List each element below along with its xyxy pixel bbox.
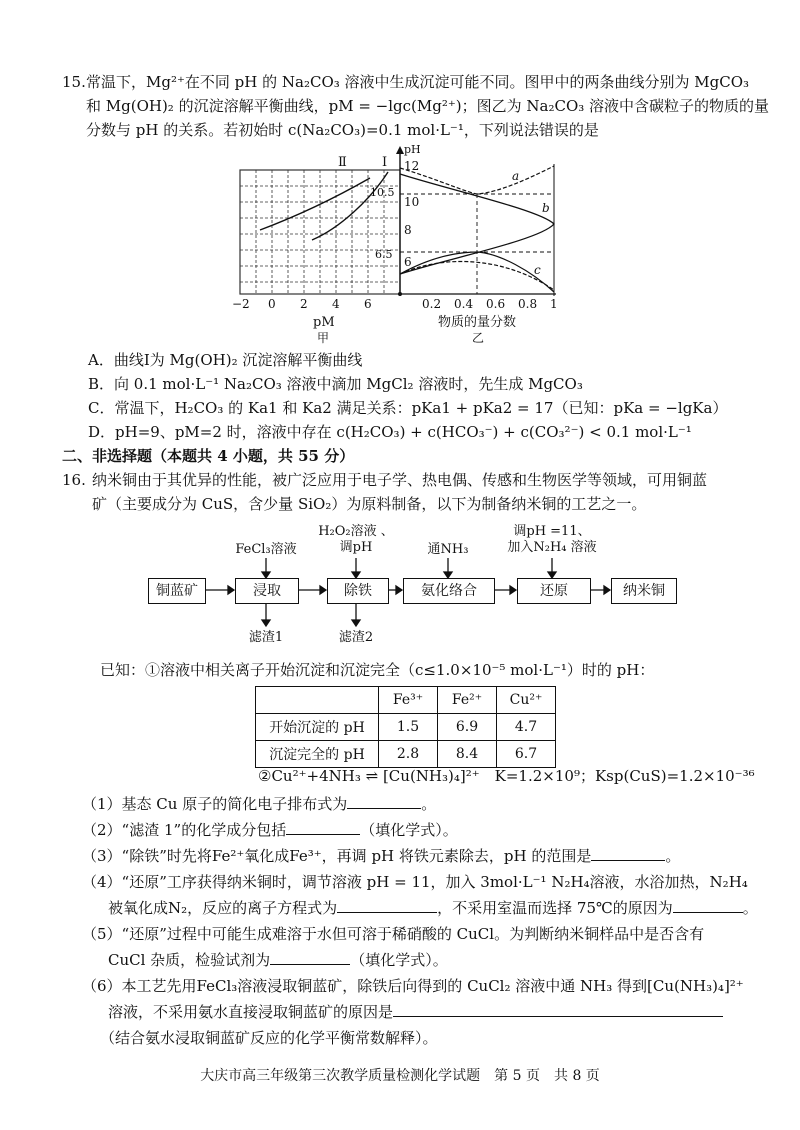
flow-input-fecl3: FeCl₃溶液 [235, 542, 297, 557]
y-axis-label: pH [404, 143, 421, 156]
answer-blank-3[interactable] [591, 846, 665, 861]
q16-stem-line2: 矿（主要成分为 CuS，含少量 SiO₂）为原料制备，以下为制备纳米铜的工艺之一。 [92, 495, 647, 513]
q16-sub4-line1: （4）“还原”工序获得纳米铜时，调节溶液 pH = 11，加入 3mol·L⁻¹ N₂H₄溶液，水浴加热，N₂H₄ [82, 873, 748, 891]
table-cell: 8.4 [438, 741, 497, 768]
q15-stem-line1: 常温下，Mg²⁺在不同 pH 的 Na₂CO₃ 溶液中生成沉淀可能不同。图甲中的两条曲线分别为 MgCO₃ [86, 73, 750, 91]
table-row [256, 687, 556, 714]
curve-I [312, 172, 388, 240]
q15-figure [220, 140, 580, 345]
q16-sub3-text: （3）“除铁”时先将Fe²⁺氧化成Fe³⁺，再调 pH 将铁元素除去，pH 的范围是 [82, 847, 592, 865]
mark-6-5: 6.5 [375, 248, 393, 261]
q16-sub5-text: CuCl 杂质，检验试剂为 [108, 951, 271, 969]
table-cell: 4.7 [497, 714, 556, 741]
q16-sub6-line2 [108, 1002, 723, 1022]
q16-sub2-text: （2）“滤渣 1”的化学成分包括 [82, 821, 287, 839]
label-curve-I: Ⅰ [382, 155, 388, 170]
q16-number: 16. [62, 471, 86, 489]
ytick-12: 12 [404, 159, 420, 173]
flow-input-nh3: 通NH₃ [427, 542, 469, 557]
q16-sub1-end: 。 [421, 795, 437, 813]
q15-option-d: D．pH=9、pM=2 时，溶液中存在 c(H₂CO₃) + c(HCO₃⁻) + c(CO₃²⁻) < 0.1 mol·L⁻¹ [88, 423, 692, 441]
table-cell: 开始沉淀的 pH [256, 714, 379, 741]
page-footer: 大庆市高三年级第三次教学质量检测化学试题 第 5 页 共 8 页 [200, 1068, 600, 1084]
table-cell: 1.5 [379, 714, 438, 741]
ytick-10: 10 [404, 195, 420, 209]
answer-blank-5[interactable] [270, 950, 350, 965]
answer-blank-4a[interactable] [337, 898, 437, 913]
q16-sub2-end: （填化学式）。 [360, 821, 458, 839]
answer-blank-4b[interactable] [673, 898, 743, 913]
flow-input-ph11: 调pH =11、 [513, 524, 591, 539]
table-cell: 6.7 [497, 741, 556, 768]
ytick-8: 8 [404, 223, 412, 237]
table-cell: 2.8 [379, 741, 438, 768]
answer-blank-2[interactable] [286, 820, 360, 835]
q15-stem-line2: 和 Mg(OH)₂ 的沉淀溶解平衡曲线，pM = −lgc(Mg²⁺)；图乙为 Na₂CO₃ 溶液中含碳粒子的物质的量 [86, 97, 770, 115]
x-label-right: 物质的量分数 [438, 315, 517, 330]
q15-stem-line3: 分数与 pH 的关系。若初始时 c(Na₂CO₃)=0.1 mol·L⁻¹，下列说法错误的是 [86, 121, 599, 139]
flow-output-residue2: 滤渣2 [338, 630, 374, 645]
flow-input-n2h4: 加入N₂H₄ 溶液 [507, 540, 597, 555]
q15-option-b: B．向 0.1 mol·L⁻¹ Na₂CO₃ 溶液中滴加 MgCl₂ 溶液时，先生成 MgCO₃ [88, 375, 583, 393]
q16-sub4-line2 [108, 898, 758, 918]
table-header: Cu²⁺ [497, 687, 556, 714]
xtick-0-8: 0.8 [518, 297, 538, 311]
q16-sub1-text: （1）基态 Cu 原子的简化电子排布式为 [82, 795, 348, 813]
flow-box-nano-copper: 纳米铜 [611, 578, 677, 604]
ytick-6: 6 [404, 255, 412, 269]
q16-known-2: ②Cu²⁺+4NH₃ ⇌ [Cu(NH₃)₄]²⁺ K=1.2×10⁹；Ksp(CuS)=1.2×10⁻³⁶ [258, 767, 755, 785]
xtick-1: 1 [550, 297, 558, 311]
label-curve-b: b [542, 201, 550, 215]
flow-box-leach: 浸取 [235, 578, 299, 604]
xtick-0: 0 [268, 297, 276, 311]
q16-sub5-line1: （5）“还原”过程中可能生成难溶于水但可溶于稀硝酸的 CuCl。为判断纳米铜样品中是否含有 [82, 925, 705, 943]
xtick-m2: −2 [232, 297, 250, 311]
caption-right: 乙 [472, 331, 485, 345]
flow-box-iron-removal: 除铁 [327, 578, 389, 604]
label-curve-a: a [512, 169, 520, 183]
xtick-0-6: 0.6 [486, 297, 506, 311]
process-flowchart [130, 520, 690, 650]
xtick-2: 2 [300, 297, 308, 311]
q16-known-1: 已知：①溶液中相关离子开始沉淀和沉淀完全（c≤1.0×10⁻⁵ mol·L⁻¹）时的 pH： [100, 661, 655, 679]
xtick-4: 4 [332, 297, 340, 311]
label-curve-II: Ⅱ [338, 155, 347, 170]
q16-sub1 [82, 794, 436, 814]
q16-sub6-line3: （结合氨水浸取铜蓝矿反应的化学平衡常数解释）。 [100, 1029, 438, 1047]
caption-left: 甲 [317, 331, 330, 345]
flow-box-reduction: 还原 [517, 578, 591, 604]
q16-sub4-end: 。 [742, 899, 758, 917]
xtick-0-2: 0.2 [422, 297, 442, 311]
flow-input-h2o2: H₂O₂溶液 、 [318, 524, 394, 539]
q16-sub6-text: 溶液，不采用氨水直接浸取铜蓝矿的原因是 [108, 1003, 394, 1021]
mark-10-5: 10.5 [370, 186, 395, 199]
q15-number: 15. [62, 73, 86, 91]
flow-input-adjust-ph: 调pH [339, 540, 373, 555]
section-2-title: 二、非选择题（本题共 4 小题，共 55 分） [62, 447, 355, 465]
table-row [256, 714, 556, 741]
flow-output-residue1: 滤渣1 [248, 630, 284, 645]
table-header [256, 687, 379, 714]
answer-blank-6[interactable] [393, 1002, 723, 1017]
q16-sub5-line2 [108, 950, 448, 970]
q16-sub4-text2: ，不采用室温而选择 75℃的原因为 [437, 899, 673, 917]
table-header: Fe²⁺ [438, 687, 497, 714]
table-cell: 沉淀完全的 pH [256, 741, 379, 768]
q15-option-c: C．常温下，H₂CO₃ 的 Ka1 和 Ka2 满足关系：pKa1 + pKa2 = 17（已知：pKa = −lgKa） [88, 399, 728, 417]
q16-stem-line1: 纳米铜由于其优异的性能，被广泛应用于电子学、热电偶、传感和生物医学等领域，可用铜蓝 [92, 471, 708, 489]
q16-sub3 [82, 846, 680, 866]
answer-blank-1[interactable] [347, 794, 421, 809]
q16-sub2 [82, 820, 458, 840]
q16-sub3-end: 。 [665, 847, 681, 865]
label-curve-c: c [534, 263, 541, 277]
x-label-left: pM [313, 315, 335, 330]
curve-a [400, 166, 554, 194]
q16-sub4-text: 被氧化成N₂，反应的离子方程式为 [108, 899, 338, 917]
flow-box-ore: 铜蓝矿 [148, 578, 206, 604]
ph-table [255, 686, 556, 768]
table-row [256, 741, 556, 768]
q16-sub5-end: （填化学式）。 [350, 951, 448, 969]
table-cell: 6.9 [438, 714, 497, 741]
q15-option-a: A．曲线Ⅰ为 Mg(OH)₂ 沉淀溶解平衡曲线 [88, 351, 363, 369]
xtick-6: 6 [364, 297, 372, 311]
q16-sub6-line1: （6）本工艺先用FeCl₃溶液浸取铜蓝矿，除铁后向得到的 CuCl₂ 溶液中通 NH₃ 得到[Cu(NH₃)₄]²⁺ [82, 977, 744, 995]
xtick-0-4: 0.4 [454, 297, 474, 311]
flow-box-ammonia: 氨化络合 [403, 578, 495, 604]
table-header: Fe³⁺ [379, 687, 438, 714]
